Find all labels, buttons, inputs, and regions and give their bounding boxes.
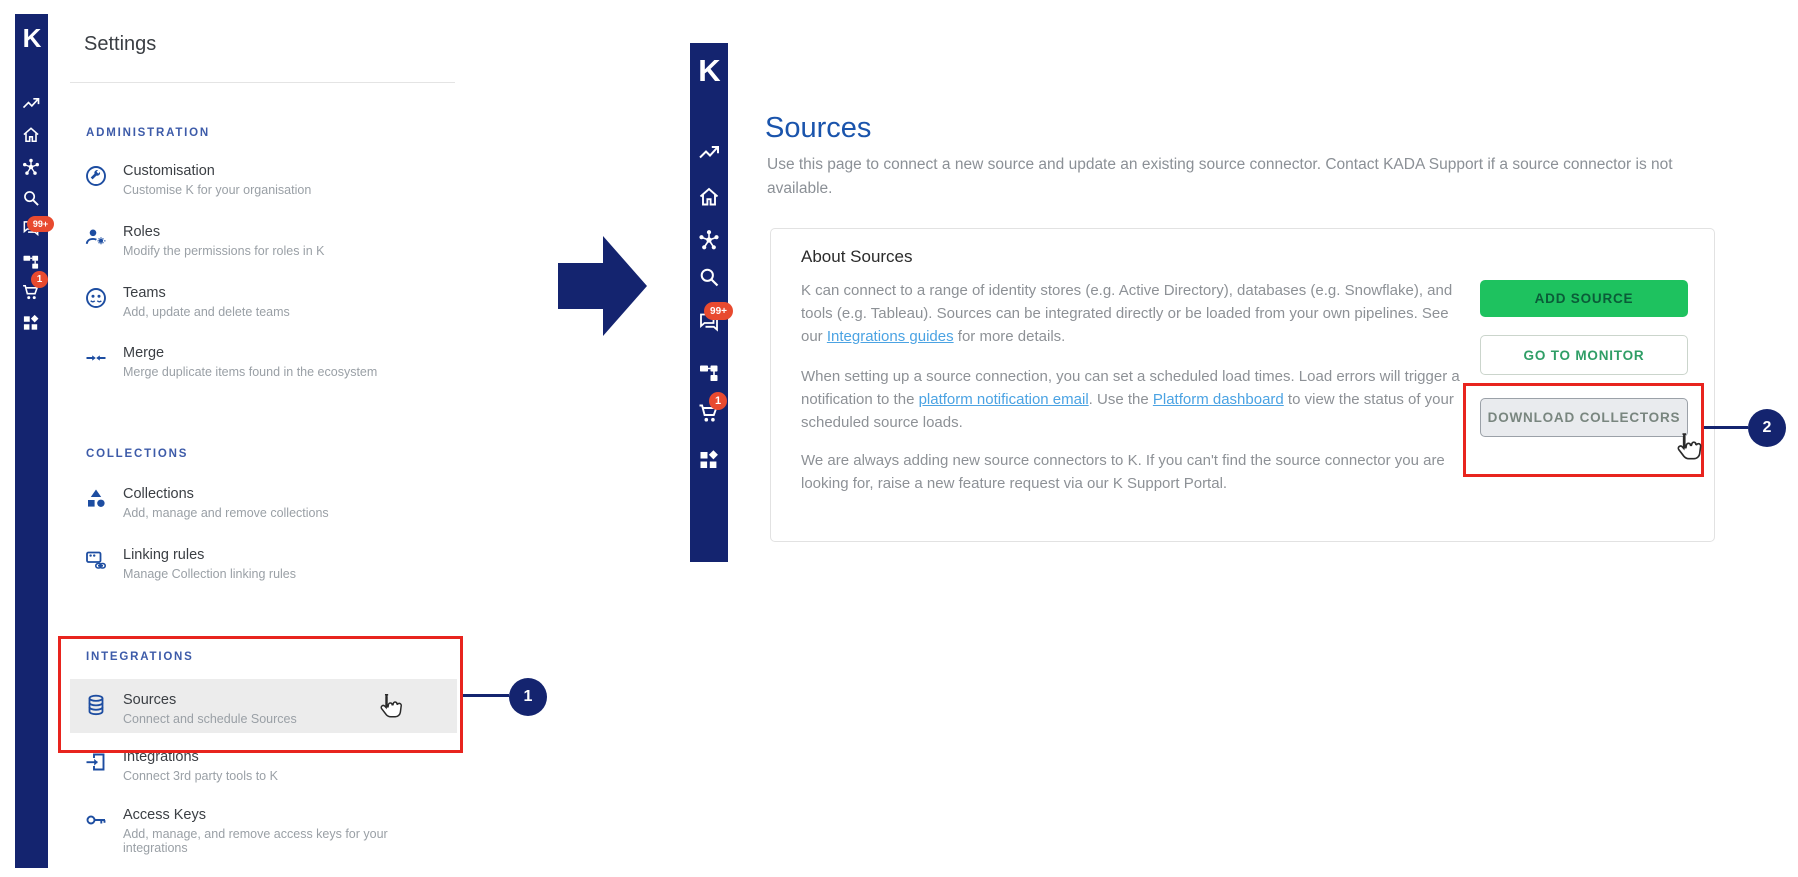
integrations-guides-link[interactable]: Integrations guides bbox=[826, 328, 954, 345]
item-desc: Connect and schedule Sources bbox=[123, 712, 297, 726]
item-desc: Customise K for your organisation bbox=[123, 183, 312, 197]
card-paragraph-2: When setting up a source connection, you can set a scheduled load times. Load errors will trigger a notification to the platform notification email. Use the Platform dashboard to view the status of your scheduled source loads. bbox=[801, 368, 1460, 431]
home-icon[interactable] bbox=[697, 185, 721, 209]
download-collectors-button[interactable]: DOWNLOAD COLLECTORS bbox=[1480, 398, 1688, 437]
annotation-line-2 bbox=[1704, 426, 1748, 429]
item-label: Linking rules bbox=[123, 547, 205, 563]
item-desc: Add, update and delete teams bbox=[123, 305, 290, 319]
settings-item-access-keys[interactable] bbox=[84, 807, 444, 857]
search-icon[interactable] bbox=[697, 265, 721, 289]
add-source-button[interactable]: ADD SOURCE bbox=[1480, 280, 1688, 317]
item-label: Collections bbox=[123, 486, 194, 502]
hand-cursor-2 bbox=[1670, 431, 1704, 469]
item-label: Teams bbox=[123, 285, 166, 301]
section-header-administration: ADMINISTRATION bbox=[86, 127, 211, 139]
settings-item-teams[interactable] bbox=[84, 285, 444, 335]
item-label: Sources bbox=[123, 692, 177, 708]
dashboard-icon[interactable] bbox=[21, 313, 41, 333]
item-desc: Modify the permissions for roles in K bbox=[123, 244, 325, 258]
settings-item-customisation[interactable] bbox=[84, 163, 444, 213]
settings-item-linking-rules[interactable] bbox=[84, 547, 444, 597]
chat-badge: 99+ bbox=[704, 302, 733, 320]
card-title: About Sources bbox=[801, 247, 913, 266]
merge-icon bbox=[84, 346, 108, 370]
divider bbox=[70, 82, 455, 83]
item-label: Merge bbox=[123, 345, 165, 361]
item-desc: Manage Collection linking rules bbox=[123, 567, 297, 581]
settings-page-title: Settings bbox=[84, 33, 157, 55]
annotation-box-2 bbox=[1463, 383, 1704, 477]
item-desc: Merge duplicate items found in the ecosystem bbox=[123, 365, 378, 379]
card-paragraph-3: We are always adding new source connectors to K. If you can't find the source connector you are looking for, raise a new feature request via our K Support Portal. bbox=[801, 452, 1445, 492]
item-desc: Add, manage, and remove access keys for your integrations bbox=[123, 827, 388, 855]
item-label: Access Keys bbox=[123, 807, 206, 823]
cart-badge: 1 bbox=[709, 392, 727, 410]
annotation-line-1 bbox=[463, 694, 509, 697]
settings-item-collections[interactable] bbox=[84, 486, 444, 536]
sources-page-subtitle: Use this page to connect a new source and update an existing source connector. Contact KADA Support if a source connector is not available. bbox=[767, 156, 1673, 197]
home-icon[interactable] bbox=[21, 125, 41, 145]
linking-rules-icon bbox=[84, 548, 108, 572]
collections-icon bbox=[84, 487, 108, 511]
hand-cursor-1 bbox=[374, 692, 404, 726]
kada-logo[interactable]: K bbox=[698, 53, 720, 88]
section-header-collections: COLLECTIONS bbox=[86, 448, 189, 460]
chat-badge: 99+ bbox=[27, 216, 54, 232]
sources-page-title: Sources bbox=[765, 112, 872, 144]
kada-logo[interactable]: K bbox=[22, 23, 41, 53]
transition-arrow-icon bbox=[556, 233, 650, 339]
search-icon[interactable] bbox=[21, 188, 41, 208]
item-desc: Add, manage and remove collections bbox=[123, 506, 329, 520]
settings-item-integrations[interactable] bbox=[84, 749, 444, 799]
customisation-icon bbox=[84, 164, 108, 188]
annotation-step-1: 1 bbox=[509, 678, 547, 716]
item-label: Integrations bbox=[123, 749, 199, 765]
card-paragraph-1: K can connect to a range of identity stores (e.g. Active Directory), databases (e.g. Snowflake), and tools (e.g. Tableau). Sources can be integrated directly or be loaded from your own pipelines. See our Integrations guides for more details. bbox=[801, 282, 1453, 345]
roles-icon bbox=[84, 225, 108, 249]
platform-dashboard-link[interactable]: Platform dashboard bbox=[1152, 391, 1284, 408]
section-header-integrations: INTEGRATIONS bbox=[86, 651, 194, 663]
key-icon bbox=[84, 808, 108, 832]
dashboard-icon[interactable] bbox=[697, 448, 721, 472]
insights-icon[interactable] bbox=[21, 93, 41, 113]
hierarchy-icon[interactable] bbox=[21, 252, 41, 272]
go-to-monitor-button[interactable]: GO TO MONITOR bbox=[1480, 335, 1688, 375]
teams-icon bbox=[84, 286, 108, 310]
right-sidebar bbox=[690, 43, 728, 562]
platform-notification-email-link[interactable]: platform notification email bbox=[918, 391, 1089, 408]
left-sidebar bbox=[15, 14, 48, 868]
annotation-step-2: 2 bbox=[1748, 409, 1786, 447]
network-hub-icon[interactable] bbox=[697, 228, 721, 252]
cart-badge: 1 bbox=[31, 271, 48, 288]
integrations-icon bbox=[84, 750, 108, 774]
insights-icon[interactable] bbox=[697, 140, 721, 164]
settings-item-roles[interactable] bbox=[84, 224, 444, 274]
item-desc: Connect 3rd party tools to K bbox=[123, 769, 278, 783]
settings-item-merge[interactable] bbox=[84, 345, 444, 395]
hierarchy-icon[interactable] bbox=[697, 361, 721, 385]
network-hub-icon[interactable] bbox=[21, 157, 41, 177]
item-label: Roles bbox=[123, 224, 161, 240]
item-label: Customisation bbox=[123, 163, 215, 179]
